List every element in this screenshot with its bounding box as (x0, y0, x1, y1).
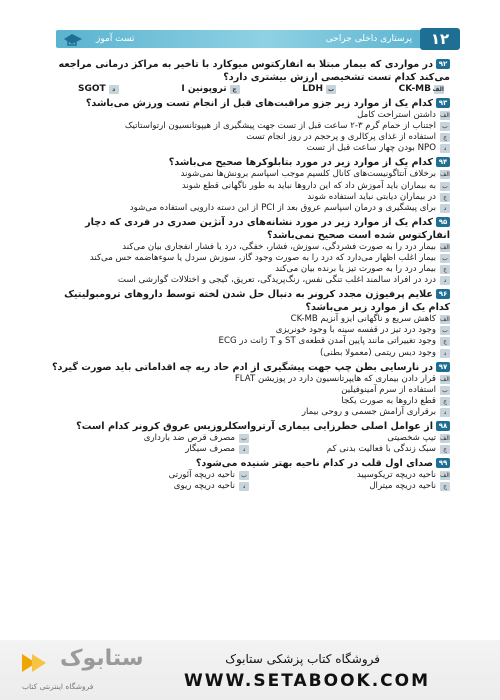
answer-option[interactable] (48, 385, 450, 396)
option-text: برای پیشگیری و درمان اسپاسم عروق بعد از PCI از این دسته دارویی استفاده می‌شود (129, 202, 436, 213)
answer-option[interactable] (48, 143, 450, 154)
answer-option[interactable] (78, 84, 119, 95)
question (48, 288, 450, 358)
option-label: الف (440, 375, 450, 383)
answer-option[interactable] (181, 84, 239, 95)
option-text: داشتن استراحت کامل (357, 110, 436, 121)
option-label: د (440, 408, 450, 417)
options-list (48, 314, 450, 358)
question-title (48, 216, 450, 242)
question-text: در نارسایی بطن چپ جهت پیشگیری از ادم حاد ریه چه اقداماتی باید صورت گیرد؟ (51, 361, 433, 373)
option-text: ناحیه دریچه ریوی (173, 481, 235, 492)
option-label: ب (440, 386, 450, 395)
option-text: درد در افراد سالمند اغلب تنگی نفس، رنگ‌پریدگی، تعریق، گیجی و اختلالات گوارشی است (117, 275, 436, 286)
question (48, 156, 450, 213)
question-title (48, 457, 450, 470)
option-text: قرار دادن بیماری که هایپرتانسیون دارد در پوزیشن FLAT (234, 373, 436, 384)
option-label: د (239, 482, 249, 491)
option-text: کاهش سریع و ناگهانی ایزو آنزیم CK-MB (290, 314, 436, 325)
question-number: ۹۳ (436, 98, 450, 108)
setabook-logo (18, 642, 144, 697)
question (48, 216, 450, 286)
page-header (0, 0, 500, 60)
question-text: علایم پرفیوژن مجدد کرونر به دنبال حل شدن لخته توسط داروهای ترومبولیتیک کدام یک از موارد زیر می‌باشد؟ (64, 289, 450, 314)
option-text: وجود تغییراتی مانند پایین آمدن قطعه‌ی ST و T ژانت در ECG (218, 336, 436, 347)
answer-option[interactable] (48, 348, 450, 359)
option-text: بیمار درد را به صورت فشردگی، سوزش، فشار، خفگی، درد یا فشار انفجاری بیان می‌کند (122, 241, 436, 252)
answer-option[interactable] (48, 264, 450, 275)
logo-text: ستابوک (60, 646, 144, 671)
question-text: کدام یک از موارد زیر در مورد نشانه‌های درد آنژین صدری در فردی که دچار انفارکتوس شده است صحیح نمی‌باشد؟ (85, 216, 450, 241)
option-label: الف (440, 243, 450, 251)
option-text: CK-MB (398, 84, 431, 94)
option-label: الف (440, 316, 450, 324)
answer-option[interactable] (48, 444, 249, 455)
question-title (48, 58, 450, 84)
question-title (48, 97, 450, 110)
option-label: ج (440, 397, 450, 406)
question-text: کدام یک از موارد زیر در مورد بتابلوکرها صحیح می‌باشد؟ (168, 157, 433, 169)
option-text: بیمار اغلب اظهار می‌دارد که درد را به صورت وجود گاز، سوزش سردل یا سوءهاضمه حس می‌کند (89, 252, 436, 263)
option-label: ب (239, 434, 249, 443)
option-label: ب (440, 326, 450, 335)
options-list (48, 84, 450, 95)
answer-option[interactable] (48, 325, 450, 336)
answer-option[interactable] (48, 470, 249, 481)
answer-option[interactable] (48, 110, 450, 121)
question-title (48, 420, 450, 433)
option-text: SGOT (78, 84, 106, 94)
brand-logo-icon (62, 30, 84, 48)
option-label: ج (230, 85, 240, 94)
answer-option[interactable] (48, 481, 249, 492)
option-label: ب (440, 254, 450, 263)
question-number: ۹۵ (436, 217, 450, 227)
answer-option[interactable] (249, 444, 450, 455)
answer-option[interactable] (48, 132, 450, 143)
option-label: د (109, 85, 119, 94)
answer-option[interactable] (249, 470, 450, 481)
question-title (48, 361, 450, 374)
options-list (48, 470, 450, 492)
option-text: تروپونین I (181, 84, 227, 94)
answer-option[interactable] (48, 407, 450, 418)
answer-option[interactable] (48, 396, 450, 407)
option-text: برخلاف آنتاگونیست‌های کانال کلسیم موجب اسپاسم برونش‌ها نمی‌شوند (180, 169, 436, 180)
option-label: د (440, 349, 450, 358)
option-text: LDH (302, 84, 323, 94)
option-label: الف (432, 86, 444, 94)
option-label: الف (440, 171, 450, 179)
option-label: ب (440, 182, 450, 191)
option-label: ب (440, 122, 450, 131)
answer-option[interactable] (48, 203, 450, 214)
option-text: سبک زندگی با فعالیت بدنی کم (326, 444, 436, 455)
question (48, 97, 450, 154)
answer-option[interactable] (48, 121, 450, 132)
option-text: تیپ شخصیتی (387, 432, 436, 443)
option-label: الف (440, 434, 450, 442)
question-number: ۹۹ (436, 458, 450, 468)
option-label: د (239, 445, 249, 454)
answer-option[interactable] (48, 192, 450, 203)
options-list (48, 242, 450, 286)
option-text: ناحیه دریچه آئورتی (168, 470, 235, 481)
options-list (48, 433, 450, 455)
option-label: ب (327, 86, 334, 94)
logo-mark-icon (18, 648, 58, 678)
option-text: مصرف سیگار (185, 444, 235, 455)
option-label: د (440, 144, 450, 153)
option-label: ج (440, 265, 450, 274)
options-list (48, 374, 450, 418)
option-label: د (440, 276, 450, 285)
answer-option[interactable] (399, 84, 444, 95)
question-number: ۹۷ (436, 362, 450, 372)
option-text: مصرف قرص ضد بارداری (143, 432, 235, 443)
question-text: در مواردی که بیمار مبتلا به انفارکتوس میوکارد با تاخیر به مراکز درمانی مراجعه می‌کند کدام تست تشخیصی ارزش بیشتری دارد؟ (58, 59, 450, 83)
header-section-title: پرستاری داخلی جراحی (325, 34, 412, 44)
answer-option[interactable] (249, 481, 450, 492)
option-text: برقراری آرامش جسمی و روحی بیمار (301, 406, 436, 417)
store-name: فروشگاه کتاب پزشکی ستابوک (225, 652, 380, 666)
options-list (48, 169, 450, 213)
option-label: ج (440, 133, 450, 142)
option-text: ناحیه دریچه تریکوسپید (356, 470, 436, 481)
answer-option[interactable] (48, 314, 450, 325)
questions-content (48, 58, 450, 638)
answer-option[interactable] (302, 84, 336, 95)
option-label: د (440, 204, 450, 213)
answer-option[interactable] (249, 433, 450, 444)
question (48, 420, 450, 455)
option-label: الف (440, 472, 450, 480)
question-number: ۹۲ (436, 59, 450, 69)
options-list (48, 110, 450, 154)
option-label: ج (440, 193, 450, 202)
question-text: از عوامل اصلی خطرزایی بیماری آرترواسکلروزیس عروق کرونر کدام است؟ (76, 420, 433, 432)
question (48, 457, 450, 492)
header-brand: تست آموز (96, 34, 135, 44)
answer-option[interactable] (48, 242, 450, 253)
answer-option[interactable] (48, 169, 450, 180)
question (48, 361, 450, 418)
question-number: ۹۸ (436, 421, 450, 431)
option-text: NPO بودن چهار ساعت قبل از تست (306, 143, 436, 154)
question-number: ۹۶ (436, 289, 450, 299)
option-label: ج (440, 445, 450, 454)
option-label: الف (440, 112, 450, 120)
option-text: استفاده از سرم آمینوفیلین (341, 384, 436, 395)
store-url[interactable]: WWW.SETABOOK.COM (184, 671, 430, 691)
answer-option[interactable] (48, 181, 450, 192)
question-title (48, 156, 450, 169)
option-text: ناحیه دریچه میترال (369, 481, 436, 492)
answer-option[interactable] (48, 374, 450, 385)
answer-option[interactable] (48, 275, 450, 286)
option-label: ب (239, 471, 249, 480)
option-text: به بیماران باید آموزش داد که این داروها نباید به طور ناگهانی قطع شوند (181, 180, 436, 191)
page-number: ۱۲ (420, 28, 460, 50)
question-title (48, 288, 450, 314)
option-label: ج (440, 337, 450, 346)
answer-option[interactable] (48, 336, 450, 347)
option-text: در بیماران دیابتی نباید استفاده شوند (307, 191, 436, 202)
question-number: ۹۴ (436, 157, 450, 167)
option-text: وجود دیس ریتمی (معمولا بطنی) (319, 347, 436, 358)
question (48, 58, 450, 95)
question-text: صدای اول قلب در کدام ناحیه بهتر شنیده می‌شود؟ (195, 458, 433, 470)
logo-subtitle: فروشگاه اینترنتی کتاب (22, 682, 94, 691)
option-label: ج (440, 482, 450, 491)
option-text: استفاده از غذای پرکالری و پرحجم در روز انجام تست (246, 132, 436, 143)
answer-option[interactable] (48, 433, 249, 444)
option-text: قطع داروها به صورت یکجا (341, 395, 436, 406)
option-text: وجود درد تیز در قفسه سینه با وجود خونریزی (275, 325, 436, 336)
answer-option[interactable] (48, 253, 450, 264)
question-text: کدام یک از موارد زیر جزو مراقبت‌های قبل از انجام تست ورزش می‌باشد؟ (85, 98, 433, 110)
option-text: اجتناب از حمام گرم ۳-۲ ساعت قبل از تست جهت پیشگیری از هیپوتانسیون ارتواستاتیک (124, 121, 436, 132)
option-text: بیمار درد را به صورت تیز یا برنده بیان می‌کند (275, 264, 436, 275)
